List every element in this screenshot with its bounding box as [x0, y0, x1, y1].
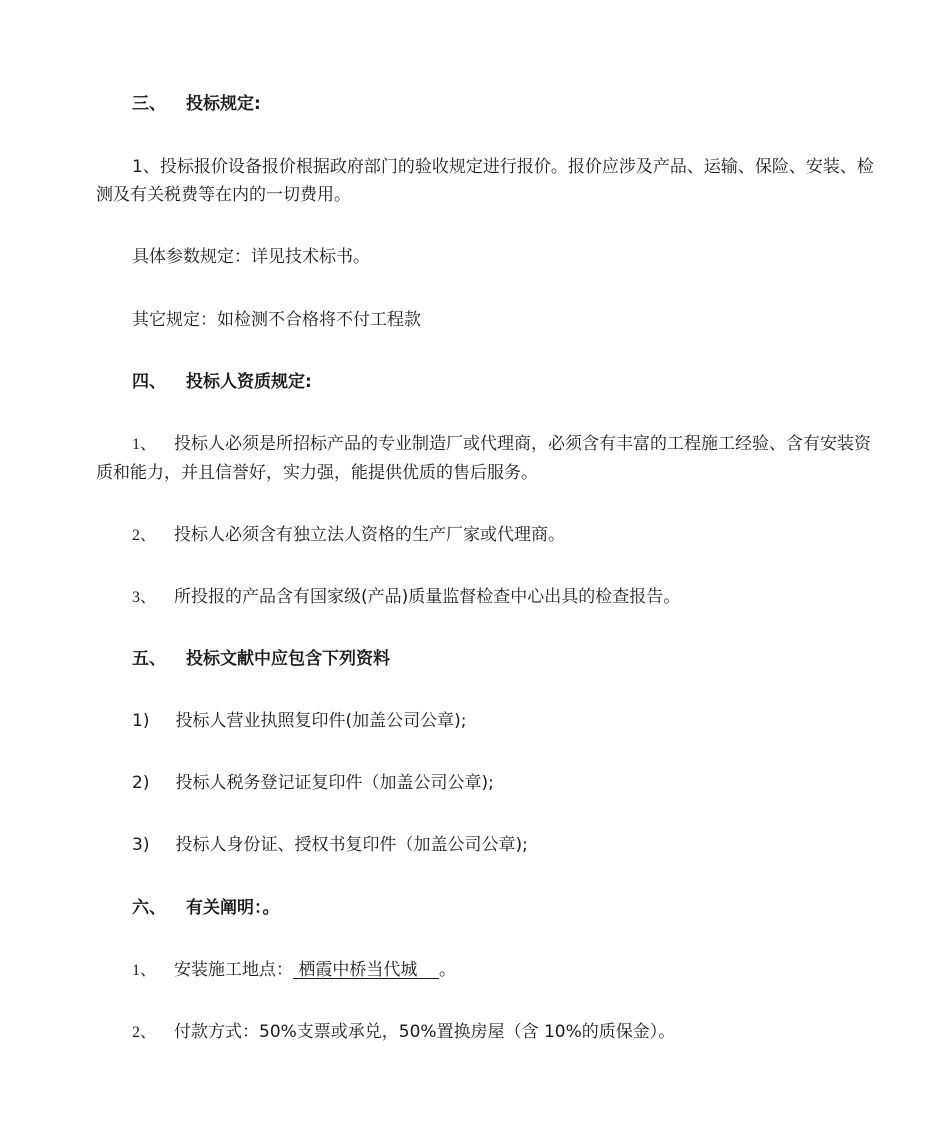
section-6-item-1: [132, 956, 456, 985]
section-3-paragraph-3: 其它规定：如检测不合格将不付工程款: [132, 310, 421, 330]
list-item-text: 投标人必须是所招标产品的专业制造厂或代理商，必须含有丰富的工程施工经验、含有安装资质和能力，并且信誉好，实力强，能提供优质的售后服务。: [96, 434, 872, 483]
section-5-item-3: [132, 831, 528, 859]
section-3-number: 三、: [132, 94, 166, 114]
section-5-item-1: [132, 707, 466, 735]
section-3-title: 投标规定:: [186, 94, 261, 114]
install-location-label: 安装施工地点：: [174, 960, 294, 980]
section-4-item-3: [132, 583, 680, 612]
section-5-number: 五、: [132, 649, 166, 669]
list-item-number: 3、: [132, 589, 157, 606]
section-4-number: 四、: [132, 372, 166, 392]
list-item-text: 所投报的产品含有国家级(产品)质量监督检查中心出具的检查报告。: [174, 587, 681, 607]
section-4-item-1: [96, 430, 886, 487]
list-item-number: 2、: [132, 527, 157, 544]
list-item-text: 投标人必须含有独立法人资格的生产厂家或代理商。: [174, 525, 566, 545]
section-5-title: 投标文献中应包含下列资料: [186, 649, 390, 669]
section-6-number: 六、: [132, 898, 166, 918]
list-item-number: 1、: [132, 962, 157, 979]
list-item-number: 1、: [132, 436, 157, 453]
section-3-paragraph-2: 具体参数规定：详见技术标书。: [132, 247, 370, 267]
list-item-text: 投标人营业执照复印件(加盖公司公章);: [175, 711, 467, 731]
list-item-text: 投标人税务登记证复印件（加盖公司公章);: [175, 773, 494, 793]
install-location-value: 栖霞中桥当代城: [298, 960, 418, 980]
list-item-text: 投标人身份证、授权书复印件（加盖公司公章);: [175, 835, 528, 855]
list-item-text: 付款方式：50%支票或承兑，50%置换房屋（含 10%的质保金）。: [174, 1022, 676, 1042]
section-6-heading: [132, 894, 280, 922]
section-3-paragraph-1: 1、投标报价设备报价根据政府部门的验收规定进行报价。报价应涉及产品、运输、保险、安装、检测及有关税费等在内的一切费用。: [96, 157, 874, 205]
section-4-item-2: [132, 521, 565, 550]
section-5-heading: [132, 645, 390, 673]
section-4-heading: [132, 368, 312, 396]
section-4-title: 投标人资质规定:: [186, 372, 312, 392]
section-5-item-2: [132, 769, 494, 797]
list-item-number: 2、: [132, 1024, 157, 1041]
section-6-item-2: [132, 1018, 675, 1047]
list-item-number: 1): [132, 711, 150, 731]
section-3-heading: [132, 90, 261, 118]
section-6-title: 有关阐明：。: [186, 898, 280, 918]
install-location-suffix: 。: [439, 960, 457, 980]
list-item-number: 3): [132, 835, 150, 855]
list-item-number: 2): [132, 773, 150, 793]
